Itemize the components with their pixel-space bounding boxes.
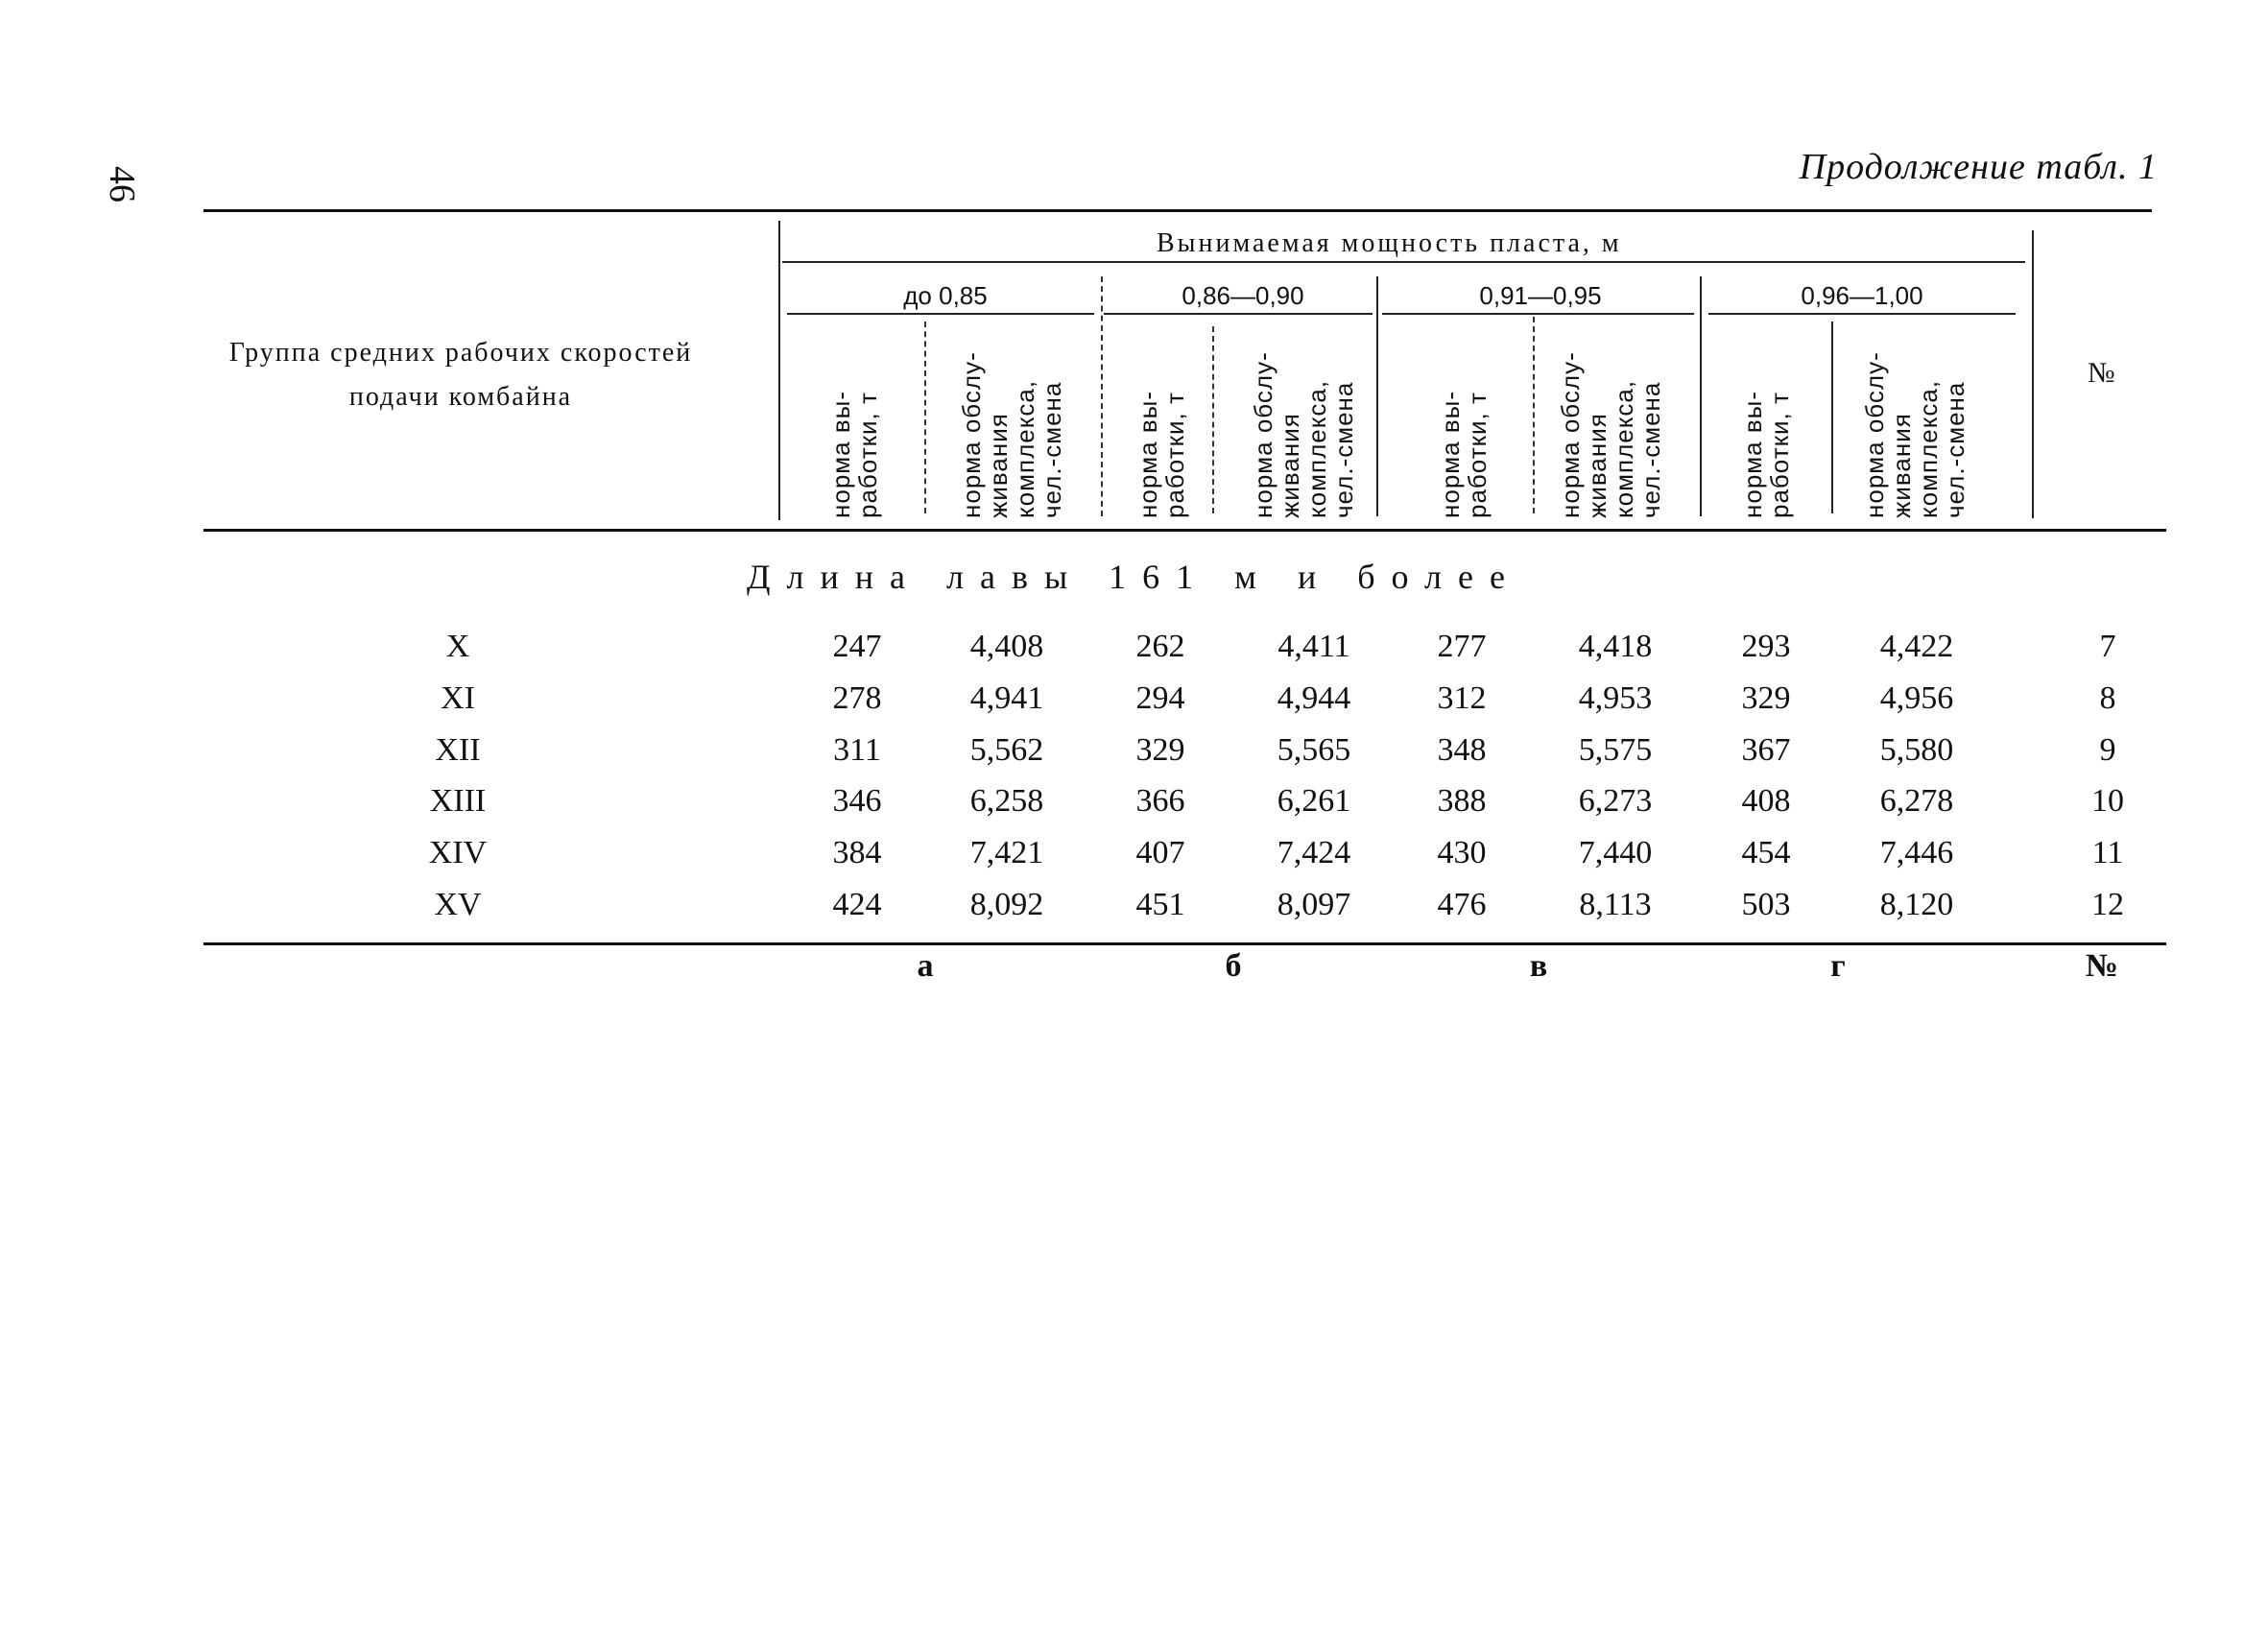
sub-header-output-1: норма вы- работки, т: [826, 391, 882, 518]
cell-output-norm: 451: [1135, 887, 1185, 922]
range-underline-1: [787, 313, 1094, 315]
cell-service-norm: 7,440: [1578, 835, 1653, 870]
header-bottom-rule: [203, 529, 2166, 532]
cell-output-norm: 408: [1741, 783, 1791, 819]
cell-output-norm: 312: [1437, 680, 1487, 716]
footer-letter-a: а: [917, 948, 934, 984]
sub-header-output-4-wrap: [1708, 322, 1824, 518]
cell-service-norm: 6,273: [1578, 783, 1653, 819]
row-group-label: XV: [434, 887, 482, 922]
range-underline-3: [1382, 313, 1694, 315]
cell-service-norm: 4,418: [1578, 629, 1653, 664]
cell-output-norm: 247: [832, 629, 882, 664]
range-underline-4: [1708, 313, 2016, 315]
cell-output-norm: 278: [832, 680, 882, 716]
cell-service-norm: 4,956: [1879, 680, 1954, 716]
range-label-1: до 0,85: [903, 281, 988, 310]
sub-header-output-2: норма вы- работки, т: [1134, 391, 1189, 518]
cell-service-norm: 8,092: [969, 887, 1044, 922]
cell-output-norm: 407: [1135, 835, 1185, 870]
cell-row-number: 9: [2099, 732, 2116, 768]
cell-output-norm: 294: [1135, 680, 1185, 716]
cell-service-norm: 4,944: [1277, 680, 1351, 716]
sub-header-output-3-wrap: [1406, 322, 1521, 518]
table-bottom-rule: [203, 942, 2166, 945]
header-divider-left: [778, 221, 780, 520]
sub-header-service-3: норма обслу- живания комплекса, чел.-смена: [1556, 351, 1665, 518]
cell-output-norm: 424: [832, 887, 882, 922]
sub-header-service-4-wrap: [1857, 322, 1972, 518]
sub-header-service-1-wrap: [954, 322, 1069, 518]
row-group-label: XII: [435, 732, 481, 768]
cell-service-norm: 4,953: [1578, 680, 1653, 716]
sub-divider-1: [924, 322, 926, 513]
sub-header-output-2-wrap: [1104, 322, 1219, 518]
cell-service-norm: 7,424: [1277, 835, 1351, 870]
cell-service-norm: 6,278: [1879, 783, 1954, 819]
cell-output-norm: 277: [1437, 629, 1487, 664]
section-title: Длина лавы 161 м и более: [747, 558, 1521, 596]
cell-output-norm: 388: [1437, 783, 1487, 819]
range-underline-2: [1104, 313, 1373, 315]
sub-header-service-3-wrap: [1553, 322, 1668, 518]
cell-output-norm: 476: [1437, 887, 1487, 922]
cell-service-norm: 5,575: [1578, 732, 1653, 768]
page-number: 46: [102, 166, 142, 203]
cell-row-number: 10: [2091, 783, 2124, 819]
header-divider-right: [2032, 230, 2034, 518]
continuation-caption: Продолжение табл. 1: [1799, 147, 2158, 187]
cell-service-norm: 5,580: [1879, 732, 1954, 768]
cell-output-norm: 329: [1741, 680, 1791, 716]
cell-service-norm: 6,258: [969, 783, 1044, 819]
cell-row-number: 11: [2091, 835, 2124, 870]
cell-output-norm: 430: [1437, 835, 1487, 870]
sub-header-service-1: норма обслу- живания комплекса, чел.-смена: [957, 351, 1066, 518]
cell-service-norm: 6,261: [1277, 783, 1351, 819]
cell-output-norm: 346: [832, 783, 882, 819]
cell-service-norm: 4,941: [969, 680, 1044, 716]
cell-output-norm: 262: [1135, 629, 1185, 664]
footer-letter-b: б: [1225, 948, 1242, 984]
footer-number-label: №: [2085, 948, 2119, 984]
cell-output-norm: 348: [1437, 732, 1487, 768]
row-group-label: XI: [441, 680, 475, 716]
row-group-label: XIII: [429, 783, 487, 819]
range-label-4: 0,96—1,00: [1801, 281, 1923, 310]
cell-row-number: 7: [2099, 629, 2116, 664]
sub-header-output-4: норма вы- работки, т: [1738, 391, 1794, 518]
thickness-underline: [782, 261, 2025, 263]
cell-output-norm: 311: [833, 732, 881, 768]
row-group-label: XIV: [428, 835, 488, 870]
cell-service-norm: 7,421: [969, 835, 1044, 870]
footer-letter-v: в: [1529, 948, 1548, 984]
sub-divider-3: [1533, 317, 1535, 513]
cell-service-norm: 5,565: [1277, 732, 1351, 768]
range-label-3: 0,91—0,95: [1479, 281, 1602, 310]
footer-letter-g: г: [1830, 948, 1846, 984]
cell-service-norm: 8,120: [1879, 887, 1954, 922]
sub-header-output-1-wrap: [797, 322, 912, 518]
cell-service-norm: 5,562: [969, 732, 1044, 768]
sub-header-output-3: норма вы- работки, т: [1436, 391, 1492, 518]
sub-header-service-2: норма обслу- живания комплекса, чел.-смена: [1249, 351, 1358, 518]
cell-row-number: 8: [2099, 680, 2116, 716]
range-divider-1: [1101, 276, 1103, 516]
group-header: Группа средних рабочих скоростей подачи комбайна: [228, 338, 693, 412]
cell-output-norm: 293: [1741, 629, 1791, 664]
cell-output-norm: 367: [1741, 732, 1791, 768]
cell-service-norm: 4,408: [969, 629, 1044, 664]
cell-output-norm: 384: [832, 835, 882, 870]
range-divider-2: [1376, 276, 1378, 516]
cell-output-norm: 366: [1135, 783, 1185, 819]
cell-service-norm: 4,411: [1277, 629, 1350, 664]
sub-header-service-4: норма обслу- живания комплекса, чел.-смена: [1860, 351, 1970, 518]
cell-output-norm: 329: [1135, 732, 1185, 768]
row-group-label: X: [445, 629, 470, 664]
thickness-header: Вынимаемая мощность пласта, м: [1157, 228, 1622, 258]
number-header: №: [2088, 357, 2118, 389]
cell-row-number: 12: [2091, 887, 2124, 922]
sub-header-service-2-wrap: [1246, 322, 1361, 518]
range-label-2: 0,86—0,90: [1182, 281, 1304, 310]
range-divider-3: [1700, 276, 1702, 516]
cell-service-norm: 7,446: [1879, 835, 1954, 870]
top-rule: [203, 209, 2152, 212]
sub-divider-4: [1831, 322, 1833, 513]
cell-service-norm: 8,113: [1579, 887, 1652, 922]
cell-output-norm: 503: [1741, 887, 1791, 922]
cell-service-norm: 4,422: [1879, 629, 1954, 664]
cell-output-norm: 454: [1741, 835, 1791, 870]
cell-service-norm: 8,097: [1277, 887, 1351, 922]
